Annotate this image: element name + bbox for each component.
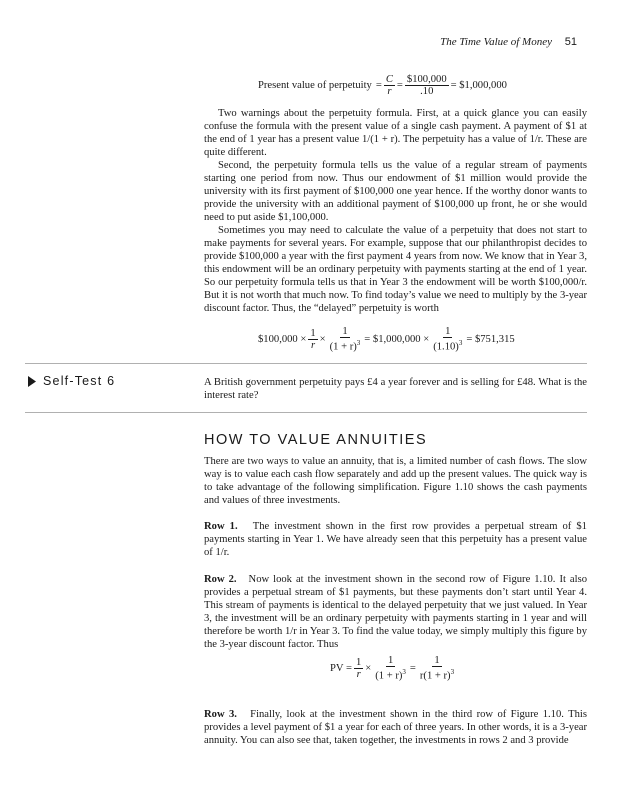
eq1-equals-2: = [396, 80, 403, 91]
delayed-perpetuity-equation [258, 326, 515, 353]
self-test-label: Self-Test 6 [28, 374, 115, 388]
row2-label: Row 2. [204, 574, 237, 585]
divider-bottom [25, 412, 587, 413]
body-text-block-1 [204, 107, 587, 315]
eq1-label: Present value of perpetuity [258, 80, 372, 91]
paragraph-warnings: Two warnings about the perpetuity formula. First, at a quick glance you can easily confuse the formula with the present value of a single cash payment. A payment of $1 at the end of 1 year has a present value 1/(1 + r). The perpetuity has a value of 1/r. These are quite different. [204, 108, 587, 158]
eq1-equals: = [375, 80, 382, 91]
row1-paragraph [204, 520, 587, 559]
paragraph-annuity-intro: There are two ways to value an annuity, that is, a limited number of cash flows. The slow way is to value each cash flow separately and add up the present values. The quick way is to take advantage of the following simplification. Figure 1.10 shows the cash payments and values of three investments. [204, 456, 587, 506]
eq3-equals: = [409, 662, 416, 674]
row1-label: Row 1. [204, 521, 238, 532]
eq2-fraction-1: $\frac{1}{r}$ [310, 327, 316, 351]
perpetuity-equation [258, 74, 507, 97]
row1-text: The investment shown in the first row provides a perpetual stream of $1 payments starting in Year 1. We have already seen that this perpetuity has a present value of 1/r. [204, 521, 587, 558]
page-number: 51 [564, 36, 577, 48]
eq1-fraction-c-over-r: $\frac{C}{r}$ [385, 74, 393, 97]
eq3-fraction-2: $\frac{1}{(1 + r)^3}$ [375, 655, 406, 682]
eq3-fraction-3: $\frac{1}{r(1 + r)^3}$ [419, 655, 455, 682]
triangle-marker-icon [28, 376, 36, 387]
row2-text: Now look at the investment shown in the second row of Figure 1.10. It also provides a perpetual stream of $1 payments, but these payments don’t start until Year 4. This stream of payments is identical to the delayed perpetuity that we just valued. In Year 3, the investment will be an ordinary perpetuity with payments starting in 1 year and will therefore be worth 1/r in Year 3. To find the value today, we simply multiply this figure by the 3-year discount factor. Thus [204, 574, 587, 650]
row3-label: Row 3. [204, 709, 237, 720]
pv-equation [330, 655, 458, 682]
divider-top [25, 363, 587, 364]
self-test-question: A British government perpetuity pays £4 a year forever and is selling for £48. What is the interest rate? [204, 377, 587, 401]
eq3-lead: PV = [330, 662, 352, 674]
running-header [440, 36, 577, 48]
eq3-fraction-1: $\frac{1}{r}$ [355, 656, 362, 680]
section-heading: HOW TO VALUE ANNUITIES [204, 432, 428, 448]
eq1-fraction-value: $\frac{\$100,000}{.10}$ [406, 74, 447, 97]
eq2-fraction-2: $\frac{1}{(1 + r)^3}$ [329, 326, 361, 353]
row2-paragraph [204, 573, 587, 651]
row3-paragraph [204, 708, 587, 747]
eq2-fraction-3: $\frac{1}{(1.10)^3}$ [433, 326, 463, 353]
eq2-lead: $100,000 × [258, 333, 307, 345]
running-title: The Time Value of Money [440, 36, 552, 48]
eq2-mid: = $1,000,000 × [364, 333, 430, 345]
row3-text: Finally, look at the investment shown in the third row of Figure 1.10. This provides a level payment of $1 a year for each of three years. In other words, it is a 3-year annuity. You can also see that, taken together, the investments in rows 2 and 3 provide [204, 709, 587, 746]
eq3-times: × [365, 662, 372, 674]
eq2-result: = $751,315 [466, 333, 515, 345]
eq1-result: = $1,000,000 [450, 80, 507, 91]
paragraph-second: Second, the perpetuity formula tells us the value of a regular stream of payments starting one period from now. Thus our endowment of $1 million would provide the university with its first payment of $100,000 one year hence. If the worthy donor wants to provide the university with an additional payment of $100,000 up front, he or she would need to put aside $1,100,000. [204, 160, 587, 223]
eq2-times: × [319, 333, 326, 345]
paragraph-delayed: Sometimes you may need to calculate the value of a perpetuity that does not start to make payments for several years. For example, suppose that our philanthropist decides to provide $100,000 a year with the first payment 4 years from now. We know that in Year 3, this endowment will be an ordinary perpetuity with payments starting at the end of 1 year. So our perpetuity formula tells us that in Year 3 the endowment will be worth $100,000/r. But it is not worth that much now. To find today’s value we need to multiply by the 3-year discount factor. Thus, the “delayed” perpetuity is worth [204, 225, 587, 314]
